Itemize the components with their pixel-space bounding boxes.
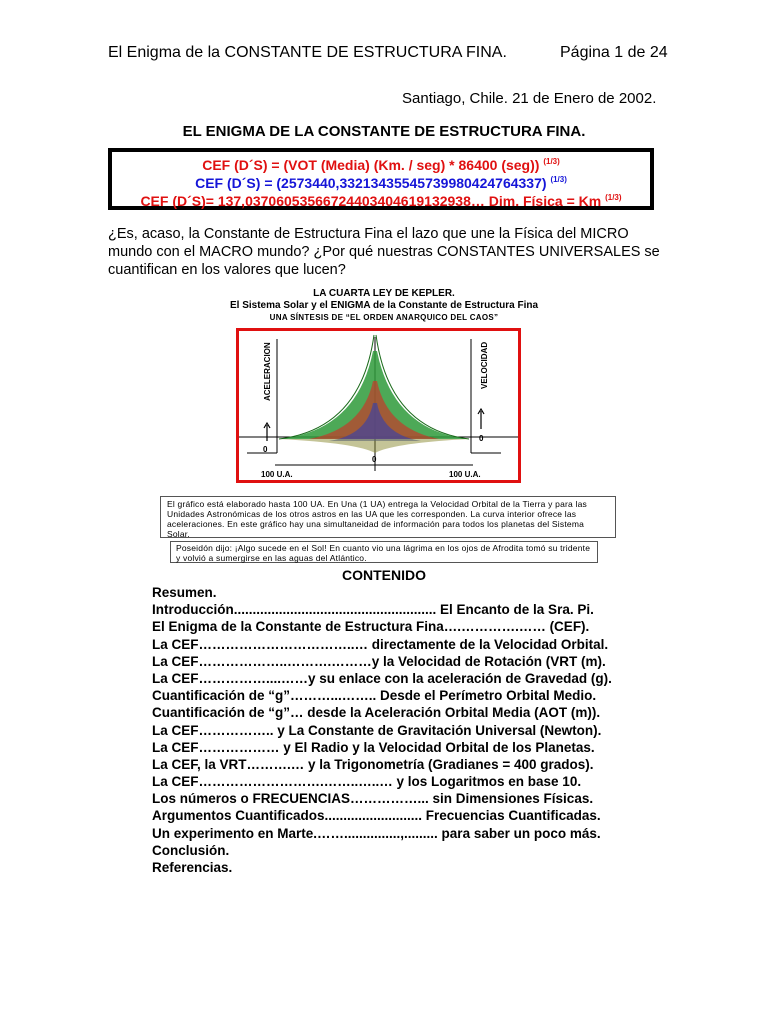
figure-quote: Poseidón dijo: ¡Algo sucede en el Sol! En cuanto vio una lágrima en los ojos de Afrodita tomó su tridente y volvió a sumergirse en las aguas del Atlántico.	[170, 541, 598, 563]
formula-box	[108, 148, 654, 210]
axis-label-acceleration: ACELERACION	[263, 342, 272, 401]
label-x-right: 100 U.A.	[449, 470, 481, 479]
formula-line-1: CEF (D´S) = (VOT (Media) (Km. / seg) * 86400 (seg)) $^{(1/3)}$	[202, 157, 560, 173]
toc-item: La CEF………………..……….………y la Velocidad de Rotación (VRT (m).	[152, 653, 606, 669]
toc-item: La CEF……………… y El Radio y la Velocidad Orbital de los Planetas.	[152, 739, 595, 755]
axis-label-velocity: VELOCIDAD	[480, 341, 489, 389]
intro-paragraph: ¿Es, acaso, la Constante de Estructura Fina el lazo que une la Física del MICRO mundo con el MACRO mundo? ¿Por qué nuestras CONSTANTES UNIVERSALES se cuantifican en los valores que lucen?	[108, 226, 660, 278]
toc-item: Cuantificación de “g”………...…….. Desde el Perímetro Orbital Medio.	[152, 688, 597, 704]
formula-line-3: CEF (D´S)= 137,0370605356672440340461913293​8… Dim. Física = Km $^{(1/3)}$	[140, 193, 622, 209]
figure-caption: El gráfico está elaborado hasta 100 UA. En Una (1 UA) entrega la Velocidad Orbital de la Tierra y para las Unidades Astronómicas de los otros astros en las UA que les corresponden. La curva interior ofrece las aceleraciones. En este gráfico hay una simultaneidad de información para todos los planetas del Sistema Solar.	[160, 496, 616, 538]
toc-item: Referencias.	[152, 860, 233, 875]
table-of-contents	[152, 584, 692, 876]
header-page-number: Página 1 de 24	[560, 44, 668, 61]
contents-heading: CONTENIDO	[342, 567, 426, 583]
figure-tagline: UNA SÍNTESIS DE “EL ORDEN ANARQUICO DEL CAOS”	[269, 313, 499, 322]
label-zero-center: 0	[372, 455, 377, 464]
toc-item: La CEF…………….. y La Constante de Gravitación Universal (Newton).	[152, 722, 602, 738]
toc-item: Conclusión.	[152, 842, 230, 858]
label-zero-right: 0	[479, 434, 484, 443]
toc-item: Un experimento en Marte.……...............,......... para saber un poco más.	[152, 825, 601, 841]
place-date: Santiago, Chile. 21 de Enero de 2002.	[402, 90, 657, 107]
kepler-figure-graphic	[239, 331, 518, 480]
toc-item: Argumentos Cuantificados.......................... Frecuencias Cuantificadas.	[152, 808, 601, 824]
header-doc-title: El Enigma de la CONSTANTE DE ESTRUCTURA FINA.	[108, 44, 507, 61]
toc-item: La CEF……………………………..… directamente de la Velocidad Orbital.	[152, 636, 609, 652]
toc-item: Introducción...................................................... El Encanto de la Sra. Pi.	[152, 602, 594, 618]
toc-item: Cuantificación de “g”… desde la Aceleración Orbital Media (AOT (m)).	[152, 705, 601, 721]
kepler-figure	[236, 328, 521, 483]
toc-item: La CEF……………....……y su enlace con la aceleración de Gravedad (g).	[152, 670, 612, 686]
toc-item: Los números o FRECUENCIAS……………... sin Dimensiones Físicas.	[152, 791, 594, 807]
figure-subtitle: El Sistema Solar y el ENIGMA de la Constante de Estructura Fina	[229, 300, 539, 311]
toc-item: Resumen.	[152, 585, 217, 600]
formula-line-2: CEF (D´S) = (2573440,3321343554573998042476433​7) $^{(1/3)}$	[195, 175, 567, 191]
toc-item: El Enigma de la Constante de Estructura Fina….………….…… (CEF).	[152, 619, 590, 635]
toc-item: La CEF……………………….……..…..… y los Logaritmos en base 10.	[152, 774, 582, 790]
label-zero-left: 0	[263, 445, 268, 454]
toc-item: La CEF, la VRT……….… y la Trigonometría (Gradianes = 400 grados).	[152, 756, 594, 772]
figure-title: LA CUARTA LEY DE KEPLER.	[313, 288, 455, 299]
document-title: EL ENIGMA DE LA CONSTANTE DE ESTRUCTURA FINA.	[182, 123, 586, 140]
label-x-left: 100 U.A.	[261, 470, 293, 479]
